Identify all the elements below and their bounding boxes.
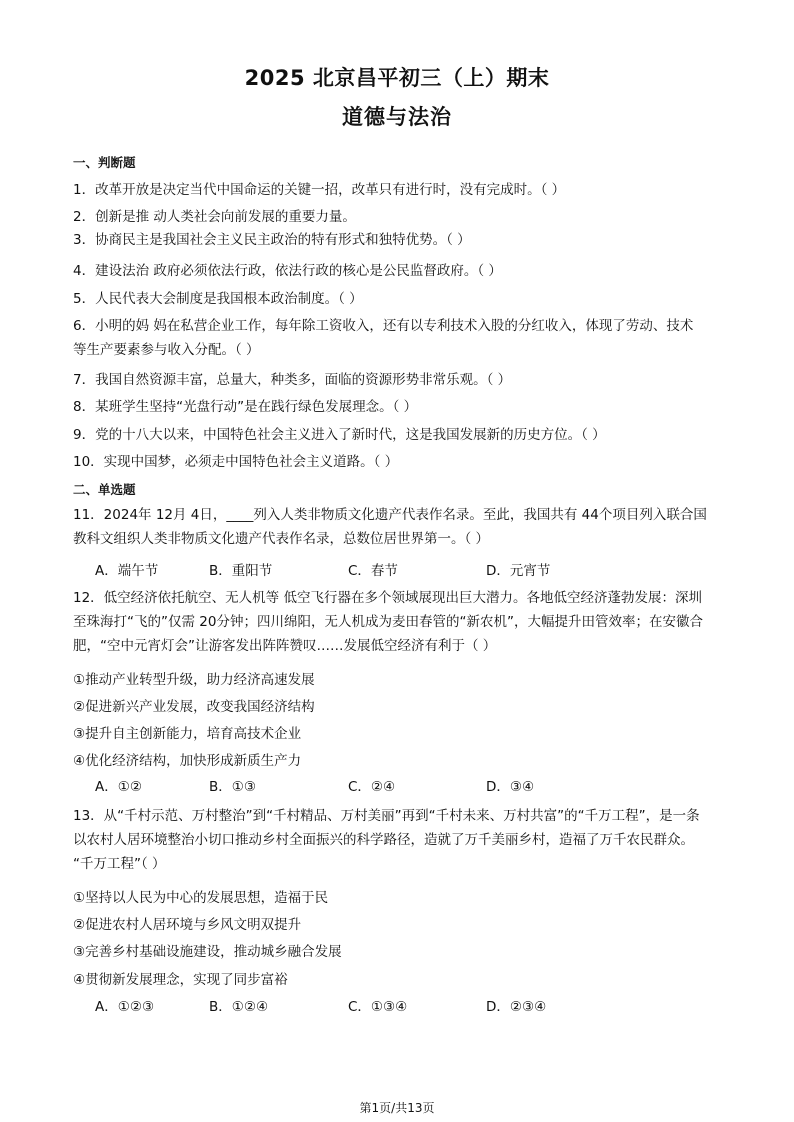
section-heading-single: 二、单选题 <box>73 482 136 497</box>
judge-item: 3．协商民主是我国社会主义民主政治的特有形式和独特优势。（ ） <box>73 232 471 248</box>
question-12-stem: 肥，“空中元宵灯会”让游客发出阵阵赞叹……发展低空经济有利于（ ） <box>73 638 497 654</box>
question-11-stem: 教科文组织人类非物质文化遗产代表作名录，总数位居世界第一。（ ） <box>73 531 490 547</box>
q11-option-d: D．元宵节 <box>486 563 551 579</box>
q13-option-a: A．①②③ <box>95 999 155 1015</box>
judge-item: 2．创新是推 动人类社会向前发展的重要力量。 <box>73 209 356 225</box>
doc-title: 2025 北京昌平初三（上）期末 <box>244 66 550 90</box>
q11-option-b: B．重阳节 <box>209 563 273 579</box>
question-13-stem: 13．从“千村示范、万村整治”到“千村精品、万村美丽”再到“千村未来、万村共富”的“千万工程”，是一条 <box>73 808 700 824</box>
judge-item: 10．实现中国梦，必须走中国特色社会主义道路。（ ） <box>73 454 399 470</box>
question-12-stem: 至珠海打“飞的”仅需 20分钟；四川绵阳，无人机成为麦田春管的“新农机”，大幅提升田管效率；在安徽合 <box>73 614 703 630</box>
judge-item: 4．建设法治 政府必须依法行政，依法行政的核心是公民监督政府。（ ） <box>73 263 502 279</box>
q11-option-c: C．春节 <box>348 563 398 579</box>
judge-item: 6．小明的妈 妈在私营企业工作，每年除工资收入，还有以专利技术入股的分红收入，体现了劳动、技术 <box>73 318 694 334</box>
judge-item-continued: 等生产要素参与收入分配。（ ） <box>73 342 260 358</box>
judge-item: 5．人民代表大会制度是我国根本政治制度。（ ） <box>73 291 363 307</box>
q12-statement: ①推动产业转型升级，助力经济高速发展 <box>73 672 315 688</box>
judge-item: 7．我国自然资源丰富，总量大，种类多，面临的资源形势非常乐观。（ ） <box>73 372 512 388</box>
judge-item: 1．改革开放是决定当代中国命运的关键一招，改革只有进行时，没有完成时。（ ） <box>73 182 566 198</box>
judge-item: 9．党的十八大以来，中国特色社会主义进入了新时代，这是我国发展新的历史方位。（ ） <box>73 427 606 443</box>
q13-statement: ③完善乡村基础设施建设，推动城乡融合发展 <box>73 944 342 960</box>
q13-option-d: D．②③④ <box>486 999 547 1015</box>
question-13-stem: “千万工程”（ ） <box>73 856 166 872</box>
question-13-stem: 以农村人居环境整治小切口推动乡村全面振兴的科学路径，造就了万千美丽乡村，造福了万千农民群众。 <box>73 832 694 848</box>
section-heading-judge: 一、判断题 <box>73 155 136 170</box>
q13-statement: ②促进农村人居环境与乡风文明双提升 <box>73 917 302 933</box>
judge-item: 8．某班学生坚持“光盘行动”是在践行绿色发展理念。（ ） <box>73 399 418 415</box>
q12-statement: ④优化经济结构，加快形成新质生产力 <box>73 753 302 769</box>
question-12-stem: 12．低空经济依托航空、无人机等 低空飞行器在多个领域展现出巨大潜力。各地低空经济蓬勃发展：深圳 <box>73 590 702 606</box>
q13-option-b: B．①②④ <box>209 999 269 1015</box>
q13-statement: ④贯彻新发展理念，实现了同步富裕 <box>73 972 288 988</box>
page-number: 第1页/共13页 <box>359 1101 435 1115</box>
question-11-stem: 11．2024年 12月 4日，____列入人类非物质文化遗产代表作名录。至此，我国共有 44个项目列入联合国 <box>73 507 707 523</box>
q12-option-a: A．①② <box>95 779 142 795</box>
doc-subtitle: 道德与法治 <box>342 105 452 129</box>
q12-statement: ②促进新兴产业发展，改变我国经济结构 <box>73 699 315 715</box>
q12-option-c: C．②④ <box>348 779 396 795</box>
q13-statement: ①坚持以人民为中心的发展思想，造福于民 <box>73 890 329 906</box>
q12-statement: ③提升自主创新能力，培育高技术企业 <box>73 726 302 742</box>
q13-option-c: C．①③④ <box>348 999 408 1015</box>
q12-option-b: B．①③ <box>209 779 256 795</box>
q12-option-d: D．③④ <box>486 779 535 795</box>
q11-option-a: A．端午节 <box>95 563 159 579</box>
